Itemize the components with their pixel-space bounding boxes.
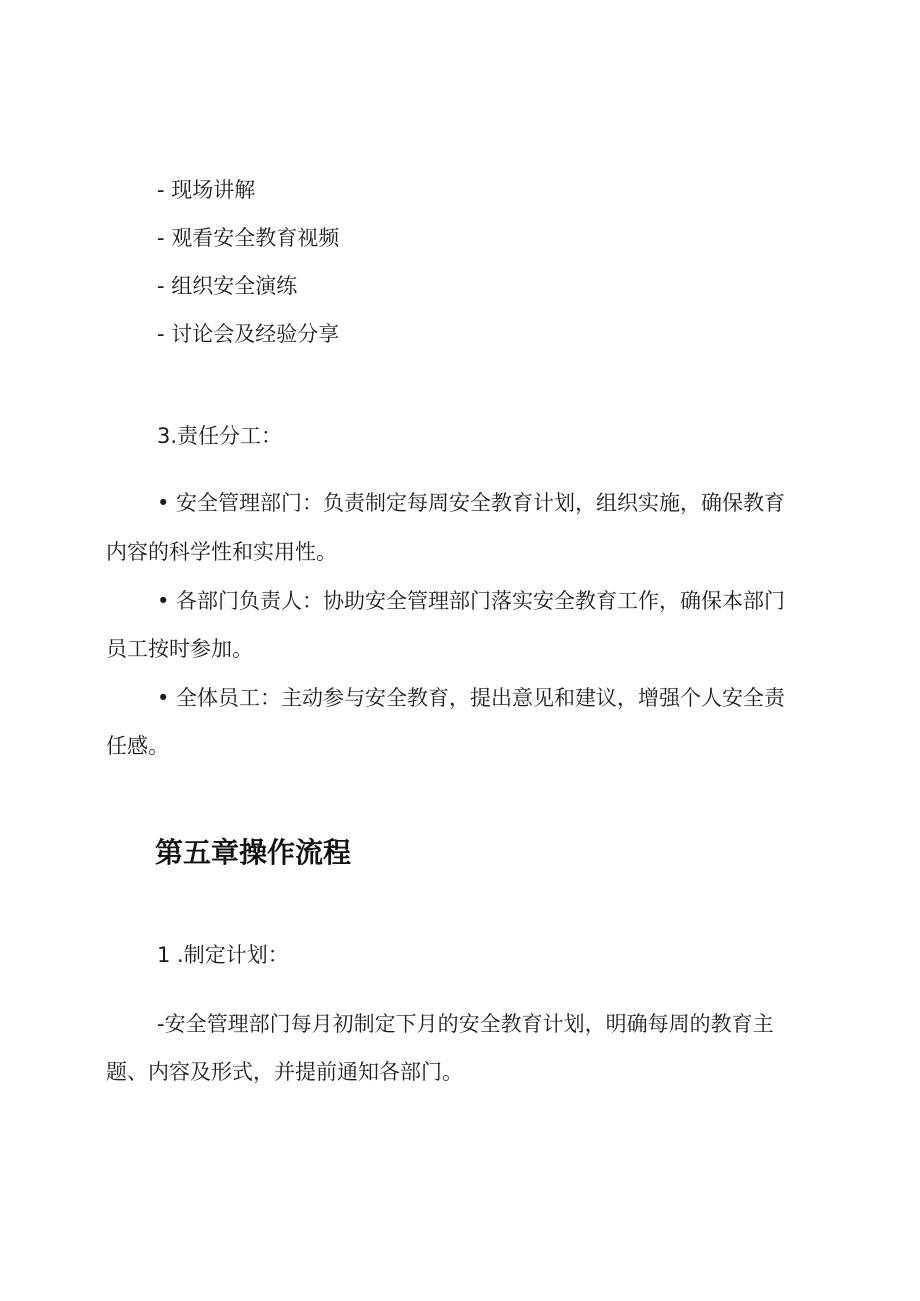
- list-item-onsite-explanation: - 现场讲解: [157, 178, 256, 202]
- responsibility-item-all-staff-line2: 任感。: [106, 734, 169, 758]
- responsibility-item-dept-heads-line1: • 各部门负责人：协助安全管理部门落实安全教育工作，确保本部门: [157, 589, 786, 613]
- list-item-watch-video: - 观看安全教育视频: [157, 226, 340, 250]
- plan-paragraph-line1: -安全管理部门每月初制定下月的安全教育计划，明确每周的教育主: [157, 1012, 774, 1036]
- section-heading-make-plan: 1 .制定计划：: [157, 943, 289, 967]
- responsibility-item-dept-heads-line2: 员工按时参加。: [106, 637, 253, 661]
- chapter-title: 第五章操作流程: [155, 836, 352, 869]
- responsibility-item-safety-dept-line1: • 安全管理部门：负责制定每周安全教育计划，组织实施，确保教育: [157, 491, 786, 515]
- responsibility-item-safety-dept-line2: 内容的科学性和实用性。: [106, 540, 337, 564]
- plan-paragraph-line2: 题、内容及形式，并提前通知各部门。: [106, 1060, 463, 1084]
- responsibility-item-all-staff-line1: • 全体员工：主动参与安全教育，提出意见和建议，增强个人安全责: [157, 686, 786, 710]
- list-item-discussion: - 讨论会及经验分享: [157, 322, 340, 346]
- responsibility-heading: 3.责任分工：: [157, 424, 283, 448]
- list-item-safety-drill: - 组织安全演练: [157, 274, 298, 298]
